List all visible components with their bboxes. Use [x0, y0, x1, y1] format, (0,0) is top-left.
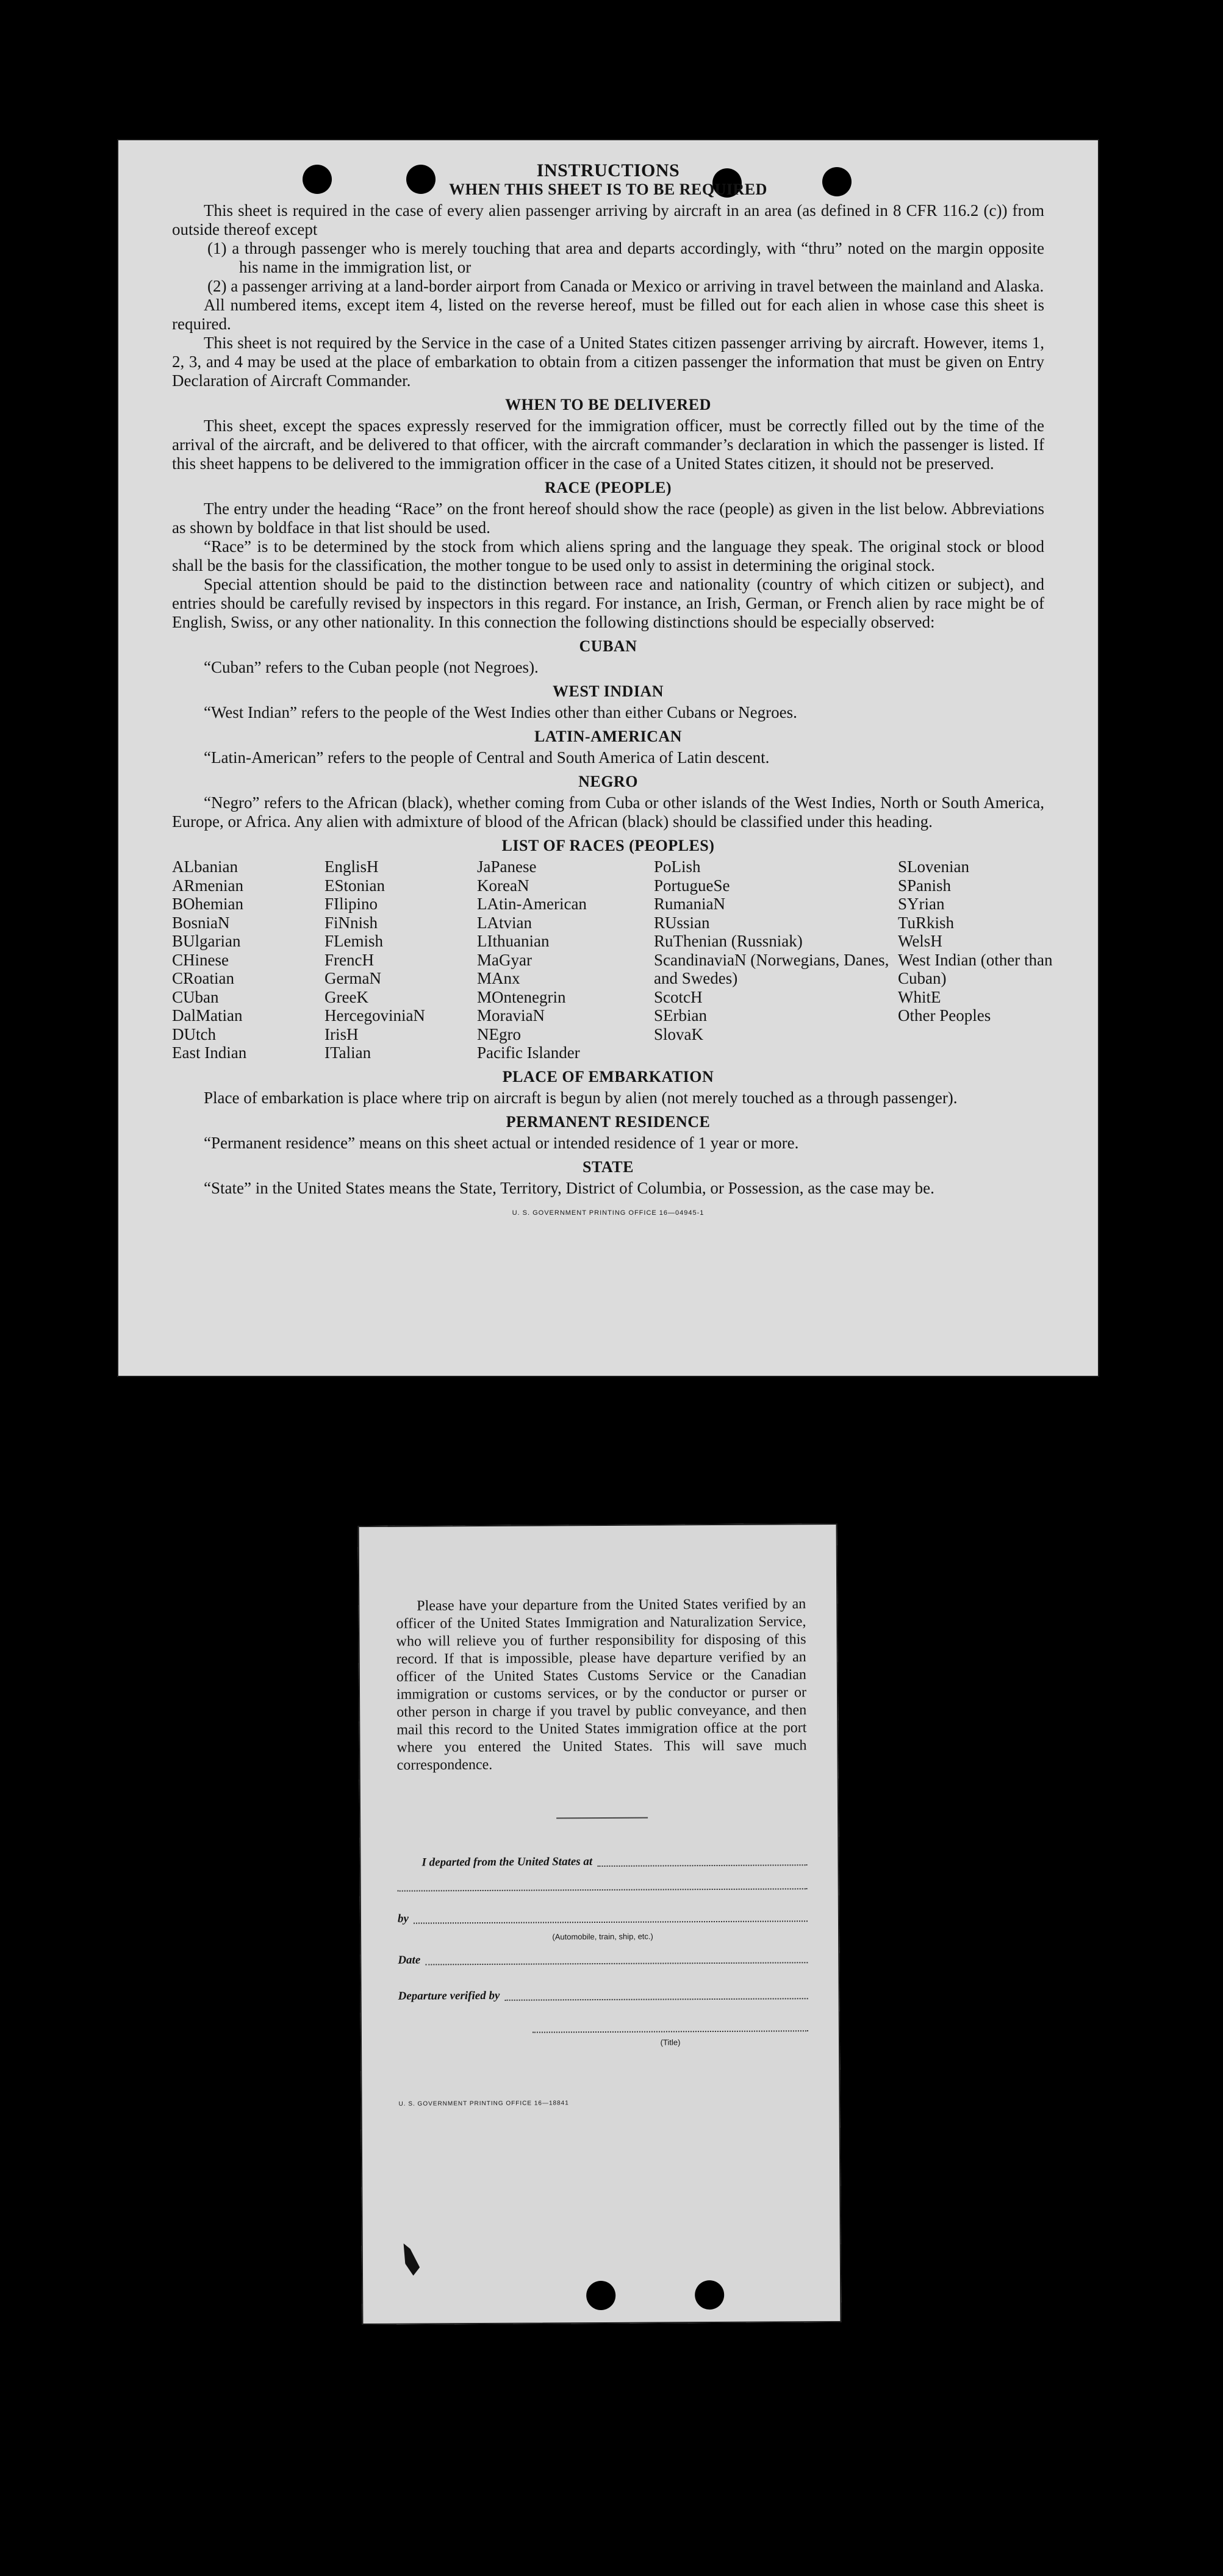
embarkation-text: Place of embarkation is place where trip on aircraft is begun by alien (not merely touched as a through passenger). — [204, 1088, 958, 1107]
embarkation-heading: PLACE OF EMBARKATION — [502, 1067, 714, 1086]
race-entry: ITalian — [325, 1043, 371, 1062]
race-entry: SErbian — [654, 1006, 707, 1025]
citizen-note: This sheet is not required by the Service in the case of a United States citizen passenger arriving by aircraft. However, items 1, 2, 3, and 4 may be used at the place of embarkation to obtain from a citizen passenger the information that must be given on Entry Declaration of Aircraft Commander. — [172, 334, 1044, 390]
race-entry: RumaniaN — [654, 895, 725, 913]
date-line — [425, 1961, 808, 1965]
residence-heading: PERMANENT RESIDENCE — [506, 1112, 711, 1131]
race-entry: SPanish — [898, 876, 952, 895]
punch-hole — [695, 2280, 724, 2309]
race-entry: SLovenian — [898, 857, 969, 876]
race-entry: DUtch — [172, 1025, 216, 1043]
race-entry: ScotcH — [654, 987, 703, 1006]
negro-text: “Negro” refers to the African (black), whether coming from Cuba or other islands of the West Indies, North or South America, Europe, or Africa. Any alien with admixture of blood of the African (black) should be classified under this heading. — [172, 793, 1044, 831]
verified-by-field — [398, 1985, 808, 2005]
west-indian-heading: WEST INDIAN — [552, 682, 664, 700]
race-entry: BOhemian — [172, 895, 243, 913]
verified-by-line — [504, 1997, 808, 2001]
race-entry: EnglisH — [325, 857, 379, 876]
races-column — [477, 857, 654, 1062]
races-column — [325, 857, 477, 1062]
race-entry: NEgro — [477, 1025, 521, 1043]
delivered-text: This sheet, except the spaces expressly reserved for the immigration officer, must be correctly filled out by the time of the arrival of the aircraft, and be delivered to that officer, with the aircraft commander’s declaration in which the passenger is listed. If this sheet happens to be delivered to the immigration officer in the case of a United States citizen, it should not be preserved. — [172, 417, 1044, 473]
race-entry: RuThenian (Russniak) — [654, 932, 803, 950]
latin-american-text: “Latin-American” refers to the people of Central and South America of Latin descent. — [204, 748, 770, 767]
race-entry: WelsH — [898, 932, 942, 950]
instructions-body — [172, 160, 1053, 1223]
race-entry: CUban — [172, 987, 219, 1006]
race-entry: BosniaN — [172, 913, 230, 932]
race-entry: CHinese — [172, 950, 229, 969]
race-entry: FIlipino — [325, 895, 378, 913]
printing-office-imprint: U. S. GOVERNMENT PRINTING OFFICE 16—04945-1 — [512, 1209, 705, 1217]
exception-1: (1) a through passenger who is merely touching that area and departs accordingly, with “thru” noted on the margin opposite his name in the immigration list, or — [207, 239, 1044, 276]
departure-record-body — [396, 1595, 808, 2113]
race-entry: MoraviaN — [477, 1006, 545, 1025]
exception-2: (2) a passenger arriving at a land-border airport from Canada or Mexico or arriving in travel between the mainland and Alaska. — [207, 277, 1044, 295]
ink-blot — [401, 2241, 421, 2277]
travel-by-field — [398, 1908, 808, 1928]
race-entry: ARmenian — [172, 876, 243, 895]
residence-text: “Permanent residence” means on this sheet actual or intended residence of 1 year or more. — [204, 1133, 799, 1152]
race-entry: Other Peoples — [898, 1006, 991, 1025]
latin-american-heading: LATIN-AMERICAN — [534, 728, 682, 745]
race-entry: East Indian — [172, 1043, 247, 1062]
race-entry: MOntenegrin — [477, 987, 566, 1006]
race-entry: CRoatian — [172, 969, 234, 987]
travel-by-label: by — [397, 1912, 409, 1925]
race-entry: JaPanese — [477, 857, 537, 876]
race-entry: TuRkish — [898, 913, 955, 932]
race-entry: BUlgarian — [172, 932, 241, 950]
date-field — [398, 1949, 808, 1969]
race-entry: SYrian — [898, 895, 945, 913]
departure-notice: Please have your departure from the United States verified by an officer of the United States Immigration and Naturalization Service, who will relieve you of further responsibility for disposing of this record. If that is impossible, please have departure verified by an officer of the United States Customs Service or the Canadian immigration or customs services, or by the conductor or purser or other person in charge if you travel by public conveyance, and then mail this record to the United States immigration office at the port where you entered the United States. This will save much correspondence. — [396, 1596, 807, 1773]
race-heading: RACE (PEOPLE) — [545, 479, 672, 496]
negro-heading: NEGRO — [578, 773, 638, 790]
races-column — [172, 857, 325, 1062]
race-entry: LAtvian — [477, 913, 532, 932]
printing-office-imprint-bottom: U. S. GOVERNMENT PRINTING OFFICE 16—18841 — [398, 2100, 569, 2108]
departed-from-line — [597, 1864, 807, 1867]
race-text-3: Special attention should be paid to the distinction between race and nationality (country of which citizen or subject), and entries should be carefully revised by inspectors in this regard. For instance, an Irish, German, or French alien by race might be of English, Swiss, or any other nationality. In this connection the following distinctions should be especially observed: — [172, 575, 1044, 631]
divider — [556, 1817, 648, 1819]
race-entry: DalMatian — [172, 1006, 243, 1025]
list-of-races-heading: LIST OF RACES (PEOPLES) — [501, 837, 715, 854]
race-entry: MaGyar — [477, 950, 532, 969]
race-entry: HercegoviniaN — [325, 1006, 425, 1025]
departure-record-sheet — [358, 1523, 842, 2325]
race-entry: West Indian (other than Cuban) — [898, 950, 1053, 987]
numbered-items-text: All numbered items, except item 4, listed on the reverse hereof, must be filled out for each alien in whose case this sheet is required. — [172, 296, 1044, 333]
race-entry: WhitE — [898, 987, 941, 1006]
cuban-heading: CUBAN — [579, 637, 637, 655]
race-entry: Pacific Islander — [477, 1043, 580, 1062]
race-entry: ScandinaviaN (Norwegians, Danes, and Swedes) — [654, 950, 889, 987]
punch-hole — [586, 2281, 615, 2310]
race-entry: FrencH — [325, 950, 374, 969]
race-entry: IrisH — [325, 1025, 359, 1043]
departed-from-field — [397, 1852, 807, 1872]
cuban-text: “Cuban” refers to the Cuban people (not Negroes). — [204, 658, 539, 676]
race-entry: FiNnish — [325, 913, 378, 932]
title-caption: (Title) — [660, 2038, 681, 2047]
race-entry: FLemish — [325, 932, 384, 950]
race-entry: GreeK — [325, 987, 368, 1006]
race-entry: EStonian — [325, 876, 385, 895]
race-entry: PortugueSe — [654, 876, 730, 895]
race-entry: ALbanian — [172, 857, 238, 876]
state-heading: STATE — [583, 1157, 634, 1176]
verified-by-label: Departure verified by — [398, 1989, 500, 2003]
races-column — [898, 857, 1081, 1062]
race-entry: GermaN — [325, 969, 381, 987]
race-entry: LAtin-American — [477, 895, 587, 913]
travel-by-line — [414, 1920, 808, 1923]
races-list — [172, 857, 1053, 1062]
races-column — [654, 857, 898, 1062]
race-entry: KoreaN — [477, 876, 529, 895]
when-required-heading: WHEN THIS SHEET IS TO BE REQUIRED — [449, 181, 767, 198]
when-required-text: This sheet is required in the case of every alien passenger arriving by aircraft in an area (as defined in 8 CFR 116.2 (c)) from outside thereof except — [172, 201, 1044, 238]
race-entry: RUssian — [654, 913, 710, 932]
west-indian-text: “West Indian” refers to the people of the West Indies other than either Cubans or Negroes. — [204, 703, 797, 721]
state-text: “State” in the United States means the State, Territory, District of Columbia, or Possession, as the case may be. — [204, 1178, 934, 1197]
date-label: Date — [398, 1953, 421, 1967]
departed-from-line-2 — [398, 1887, 808, 1892]
instructions-title: INSTRUCTIONS — [536, 160, 680, 181]
race-text-2: “Race” is to be determined by the stock from which aliens spring and the language they speak. The original stock or blood shall be the basis for the classification, the mother tongue to be used only to assist in determining the original stock. — [172, 537, 1044, 574]
departed-from-label: I departed from the United States at — [421, 1855, 593, 1869]
travel-by-caption: (Automobile, train, ship, etc.) — [552, 1931, 653, 1942]
race-entry: MAnx — [477, 969, 520, 987]
delivered-heading: WHEN TO BE DELIVERED — [505, 396, 711, 413]
race-entry: PoLish — [654, 857, 701, 876]
race-entry: LIthuanian — [477, 932, 550, 950]
instructions-sheet — [117, 139, 1099, 1377]
race-entry: SlovaK — [654, 1025, 703, 1043]
race-text-1: The entry under the heading “Race” on the front hereof should show the race (people) as given in the list below. Abbreviations as shown by boldface in that list should be used. — [172, 499, 1044, 537]
